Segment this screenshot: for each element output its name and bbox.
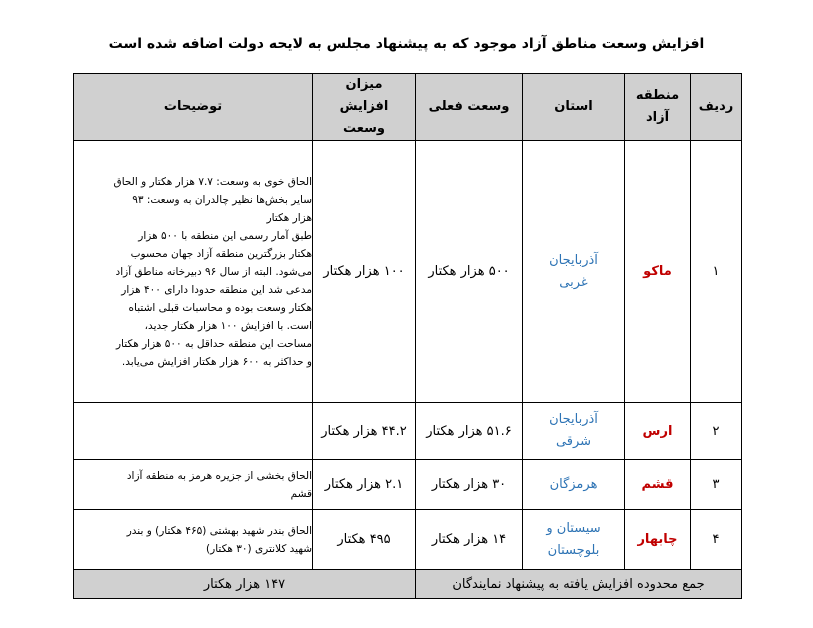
page-title: افزایش وسعت مناطق آزاد موجود که به پیشنهاد مجلس به لایحه دولت اضافه شده است [108, 36, 705, 52]
increase-area: ۴۹۵ هکتار [313, 510, 416, 570]
description-line: شهید کلانتری (۳۰ هکتار) [206, 542, 312, 555]
table-row [74, 460, 742, 510]
province-label: آذربایجان شرقی [549, 412, 598, 449]
current-area: ۵۰۰ هزار هکتار [416, 141, 523, 403]
description-line: الحاق خوی به وسعت: ۷.۷ هزار هکتار و الحاق [113, 175, 312, 188]
table-row [74, 141, 742, 403]
province-name [523, 403, 625, 460]
row-number: ۴ [691, 510, 742, 570]
increase-area: ۲.۱ هزار هکتار [313, 460, 416, 510]
description-line: است. با افزایش ۱۰۰ هزار هکتار جدید، [144, 319, 312, 332]
header-increase-label: میزان افزایش وسعت [339, 77, 389, 136]
total-label: جمع محدوده افزایش یافته به پیشنهاد نمایندگان [416, 570, 742, 599]
table-row [74, 403, 742, 460]
row-number: ۱ [691, 141, 742, 403]
description [74, 403, 313, 460]
description-line: الحاق بخشی از جزیره هرمز به منطقه آزاد [126, 469, 312, 482]
table-row [74, 510, 742, 570]
province-name: هرمزگان [523, 460, 625, 510]
current-area: ۵۱.۶ هزار هکتار [416, 403, 523, 460]
province-label: سیستان و بلوچستان [546, 520, 601, 558]
description-line: سایر بخش‌ها نظیر چالدران به وسعت: ۹۳ [132, 193, 312, 206]
header-province: استان [523, 74, 625, 141]
province-label: آذربایجان غربی [549, 252, 598, 290]
zones-table [73, 73, 742, 599]
total-row [74, 570, 742, 599]
current-area: ۱۴ هزار هکتار [416, 510, 523, 570]
description [74, 141, 313, 403]
province-name [523, 510, 625, 570]
province-name [523, 141, 625, 403]
description [74, 460, 313, 510]
description-line: هزار هکتار [266, 211, 312, 224]
description-line: الحاق بندر شهید بهشتی (۴۶۵ هکتار) و بندر [126, 524, 312, 537]
header-description: توضیحات [74, 74, 313, 141]
description-line: مساحت این منطقه حداقل به ۵۰۰ هزار هکتار [115, 337, 312, 350]
header-zone [625, 74, 691, 141]
row-number: ۲ [691, 403, 742, 460]
header-zone-label: منطقه آزاد [635, 88, 680, 125]
zone-name: ارس [625, 403, 691, 460]
header-current-area: وسعت فعلی [416, 74, 523, 141]
header-row [74, 74, 742, 141]
zone-name: چابهار [625, 510, 691, 570]
header-increase [313, 74, 416, 141]
description-line: و حداکثر به ۶۰۰ هزار هکتار افزایش می‌یابد. [121, 355, 312, 368]
description-line: طبق آمار رسمی این منطقه با ۵۰۰ هزار [138, 229, 312, 242]
increase-area: ۴۴.۲ هزار هکتار [313, 403, 416, 460]
total-value: ۱۴۷ هزار هکتار [74, 570, 416, 599]
description-line: هکتار وسعت بوده و محاسبات قبلی اشتباه [128, 301, 312, 314]
zone-name: ماکو [625, 141, 691, 403]
zone-name: قشم [625, 460, 691, 510]
current-area: ۳۰ هزار هکتار [416, 460, 523, 510]
description-line: مدعی شد این منطقه حدودا دارای ۴۰۰ هزار [121, 283, 312, 296]
header-row-num: ردیف [691, 74, 742, 141]
description-line: هکتار بزرگترین منطقه آزاد جهان محسوب [130, 247, 312, 260]
description-line: قشم [290, 487, 312, 500]
description [74, 510, 313, 570]
increase-area: ۱۰۰ هزار هکتار [313, 141, 416, 403]
description-line: می‌شود. البته از سال ۹۶ دبیرخانه مناطق آزاد [115, 265, 312, 278]
row-number: ۳ [691, 460, 742, 510]
